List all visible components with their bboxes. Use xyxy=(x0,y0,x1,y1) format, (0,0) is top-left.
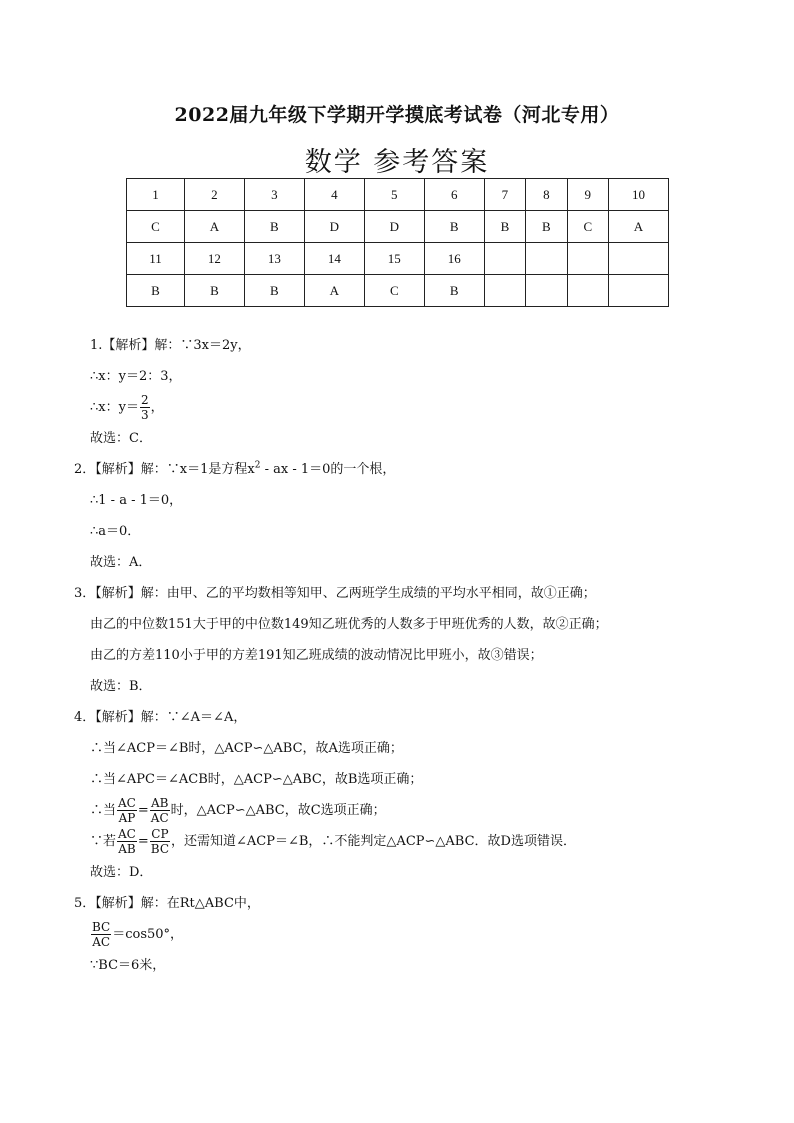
q4-line-4-fraction-1 xyxy=(117,796,137,825)
fraction-denominator: BC xyxy=(150,842,170,856)
question-number-row xyxy=(127,179,669,211)
answer-cell xyxy=(526,275,567,307)
q4-line-4 xyxy=(74,795,754,826)
q2-line-2: ∴1 - a - 1＝0， xyxy=(90,493,183,508)
q1-line-3-prefix: ∴x：y＝ xyxy=(90,400,139,415)
question-number-cell: 3 xyxy=(244,179,304,211)
answer-row xyxy=(127,275,669,307)
q4-line-5-fraction-2 xyxy=(150,827,170,856)
fraction-numerator: AC xyxy=(118,796,136,810)
fraction-numerator: 2 xyxy=(140,393,149,407)
question-number-cell xyxy=(526,243,567,275)
question-number-cell: 11 xyxy=(127,243,185,275)
q4-line-5 xyxy=(74,826,754,857)
equals-sign: = xyxy=(137,803,149,818)
q3-line-4: 故选：B． xyxy=(90,679,152,694)
q5-line-2 xyxy=(74,919,754,950)
answer-cell: B xyxy=(244,211,304,243)
question-number-cell: 13 xyxy=(244,243,304,275)
page-title: 2022届九年级下学期开学摸底考试卷（河北专用） xyxy=(174,104,620,126)
q2-line-3: ∴a＝0． xyxy=(90,524,141,539)
q3-line-2: 由乙的中位数151大于甲的中位数149知乙班优秀的人数多于甲班优秀的人数，故②正确； xyxy=(90,617,608,632)
q4-line-3: ∴当∠APC＝∠ACB时，△ACP∽△ABC，故B选项正确； xyxy=(90,772,423,787)
answer-cell: D xyxy=(304,211,364,243)
fraction-denominator: AB xyxy=(118,842,136,856)
answer-cell xyxy=(484,275,525,307)
answer-cell: B xyxy=(526,211,567,243)
question-number-cell xyxy=(567,243,608,275)
question-number-cell: 1 xyxy=(127,179,185,211)
q4-line-2: ∴当∠ACP＝∠B时，△ACP∽△ABC，故A选项正确； xyxy=(90,741,403,756)
answer-cell xyxy=(567,275,608,307)
fraction-denominator: AC xyxy=(150,811,169,825)
q5-line-3: ∵BC＝6米， xyxy=(90,958,166,973)
q1-line-3 xyxy=(74,392,754,423)
q3-line-1: 3．【解析】解：由甲、乙的平均数相等知甲、乙两班学生成绩的平均水平相同，故①正确； xyxy=(74,586,596,601)
equals-sign: = xyxy=(137,834,149,849)
question-number-cell: 8 xyxy=(526,179,567,211)
page-subtitle: 数学 参考答案 xyxy=(304,147,490,178)
answer-row xyxy=(127,211,669,243)
q1-line-4: 故选：C． xyxy=(90,431,152,446)
fraction-denominator: AC xyxy=(92,935,111,949)
answer-cell: A xyxy=(608,211,668,243)
answer-cell: A xyxy=(184,211,244,243)
answer-cell: C xyxy=(364,275,424,307)
question-number-cell xyxy=(484,243,525,275)
question-number-cell: 16 xyxy=(424,243,484,275)
question-number-cell: 5 xyxy=(364,179,424,211)
answer-cell: B xyxy=(184,275,244,307)
q4-line-5-prefix: ∵若 xyxy=(90,834,117,849)
answer-cell: B xyxy=(244,275,304,307)
question-number-cell: 4 xyxy=(304,179,364,211)
fraction-denominator: AP xyxy=(118,811,136,825)
q4-line-1: 4．【解析】解：∵∠A＝∠A， xyxy=(74,710,247,725)
q1-line-1: 1.【解析】解：∵3x＝2y， xyxy=(90,338,251,353)
question-number-cell: 12 xyxy=(184,243,244,275)
answer-cell: A xyxy=(304,275,364,307)
question-number-row xyxy=(127,243,669,275)
question-number-cell: 9 xyxy=(567,179,608,211)
q4-line-4-prefix: ∴当 xyxy=(90,803,117,818)
answer-cell: D xyxy=(364,211,424,243)
q2-line-1 xyxy=(74,454,754,485)
q4-line-5-suffix: ，还需知道∠ACP＝∠B，∴不能判定△ACP∽△ABC．故D选项错误． xyxy=(171,834,576,849)
q2-line-1-prefix: 2．【解析】解：∵x＝1是方程x xyxy=(74,462,255,477)
q5-line-1: 5．【解析】解：在Rt△ABC中， xyxy=(74,896,260,911)
q1-line-2: ∴x：y＝2：3， xyxy=(90,369,182,384)
answer-cell: C xyxy=(567,211,608,243)
fraction-denominator: 3 xyxy=(140,408,149,422)
fraction-numerator: AC xyxy=(118,827,136,841)
question-number-cell: 15 xyxy=(364,243,424,275)
question-number-cell: 6 xyxy=(424,179,484,211)
q4-line-4-fraction-2 xyxy=(150,796,170,825)
q4-line-4-suffix: 时，△ACP∽△ABC，故C选项正确； xyxy=(170,803,386,818)
q2-exponent: 2 xyxy=(254,460,261,471)
q1-fraction xyxy=(140,393,150,422)
answer-cell: B xyxy=(424,211,484,243)
q3-line-3: 由乙的方差110小于甲的方差191知乙班成绩的波动情况比甲班小，故③错误； xyxy=(90,648,543,663)
fraction-numerator: CP xyxy=(151,827,169,841)
question-number-cell: 2 xyxy=(184,179,244,211)
question-number-cell: 10 xyxy=(608,179,668,211)
solutions-section xyxy=(74,330,754,981)
question-number-cell: 7 xyxy=(484,179,525,211)
answer-cell xyxy=(608,275,668,307)
fraction-numerator: BC xyxy=(92,920,111,934)
question-number-cell xyxy=(608,243,668,275)
q2-line-4: 故选：A． xyxy=(90,555,152,570)
q1-line-3-suffix: ， xyxy=(150,400,164,415)
question-number-cell: 14 xyxy=(304,243,364,275)
answer-cell: C xyxy=(127,211,185,243)
q5-fraction xyxy=(91,920,111,949)
answer-cell: B xyxy=(424,275,484,307)
q4-line-5-fraction-1 xyxy=(117,827,137,856)
q5-line-2-suffix: ＝cos50°， xyxy=(112,927,184,942)
answer-cell: B xyxy=(484,211,525,243)
q4-line-6: 故选：D． xyxy=(90,865,153,880)
answer-cell: B xyxy=(127,275,185,307)
q2-line-1-suffix: - ax - 1＝0的一个根， xyxy=(260,462,396,477)
fraction-numerator: AB xyxy=(150,796,169,810)
answer-table xyxy=(126,178,669,307)
